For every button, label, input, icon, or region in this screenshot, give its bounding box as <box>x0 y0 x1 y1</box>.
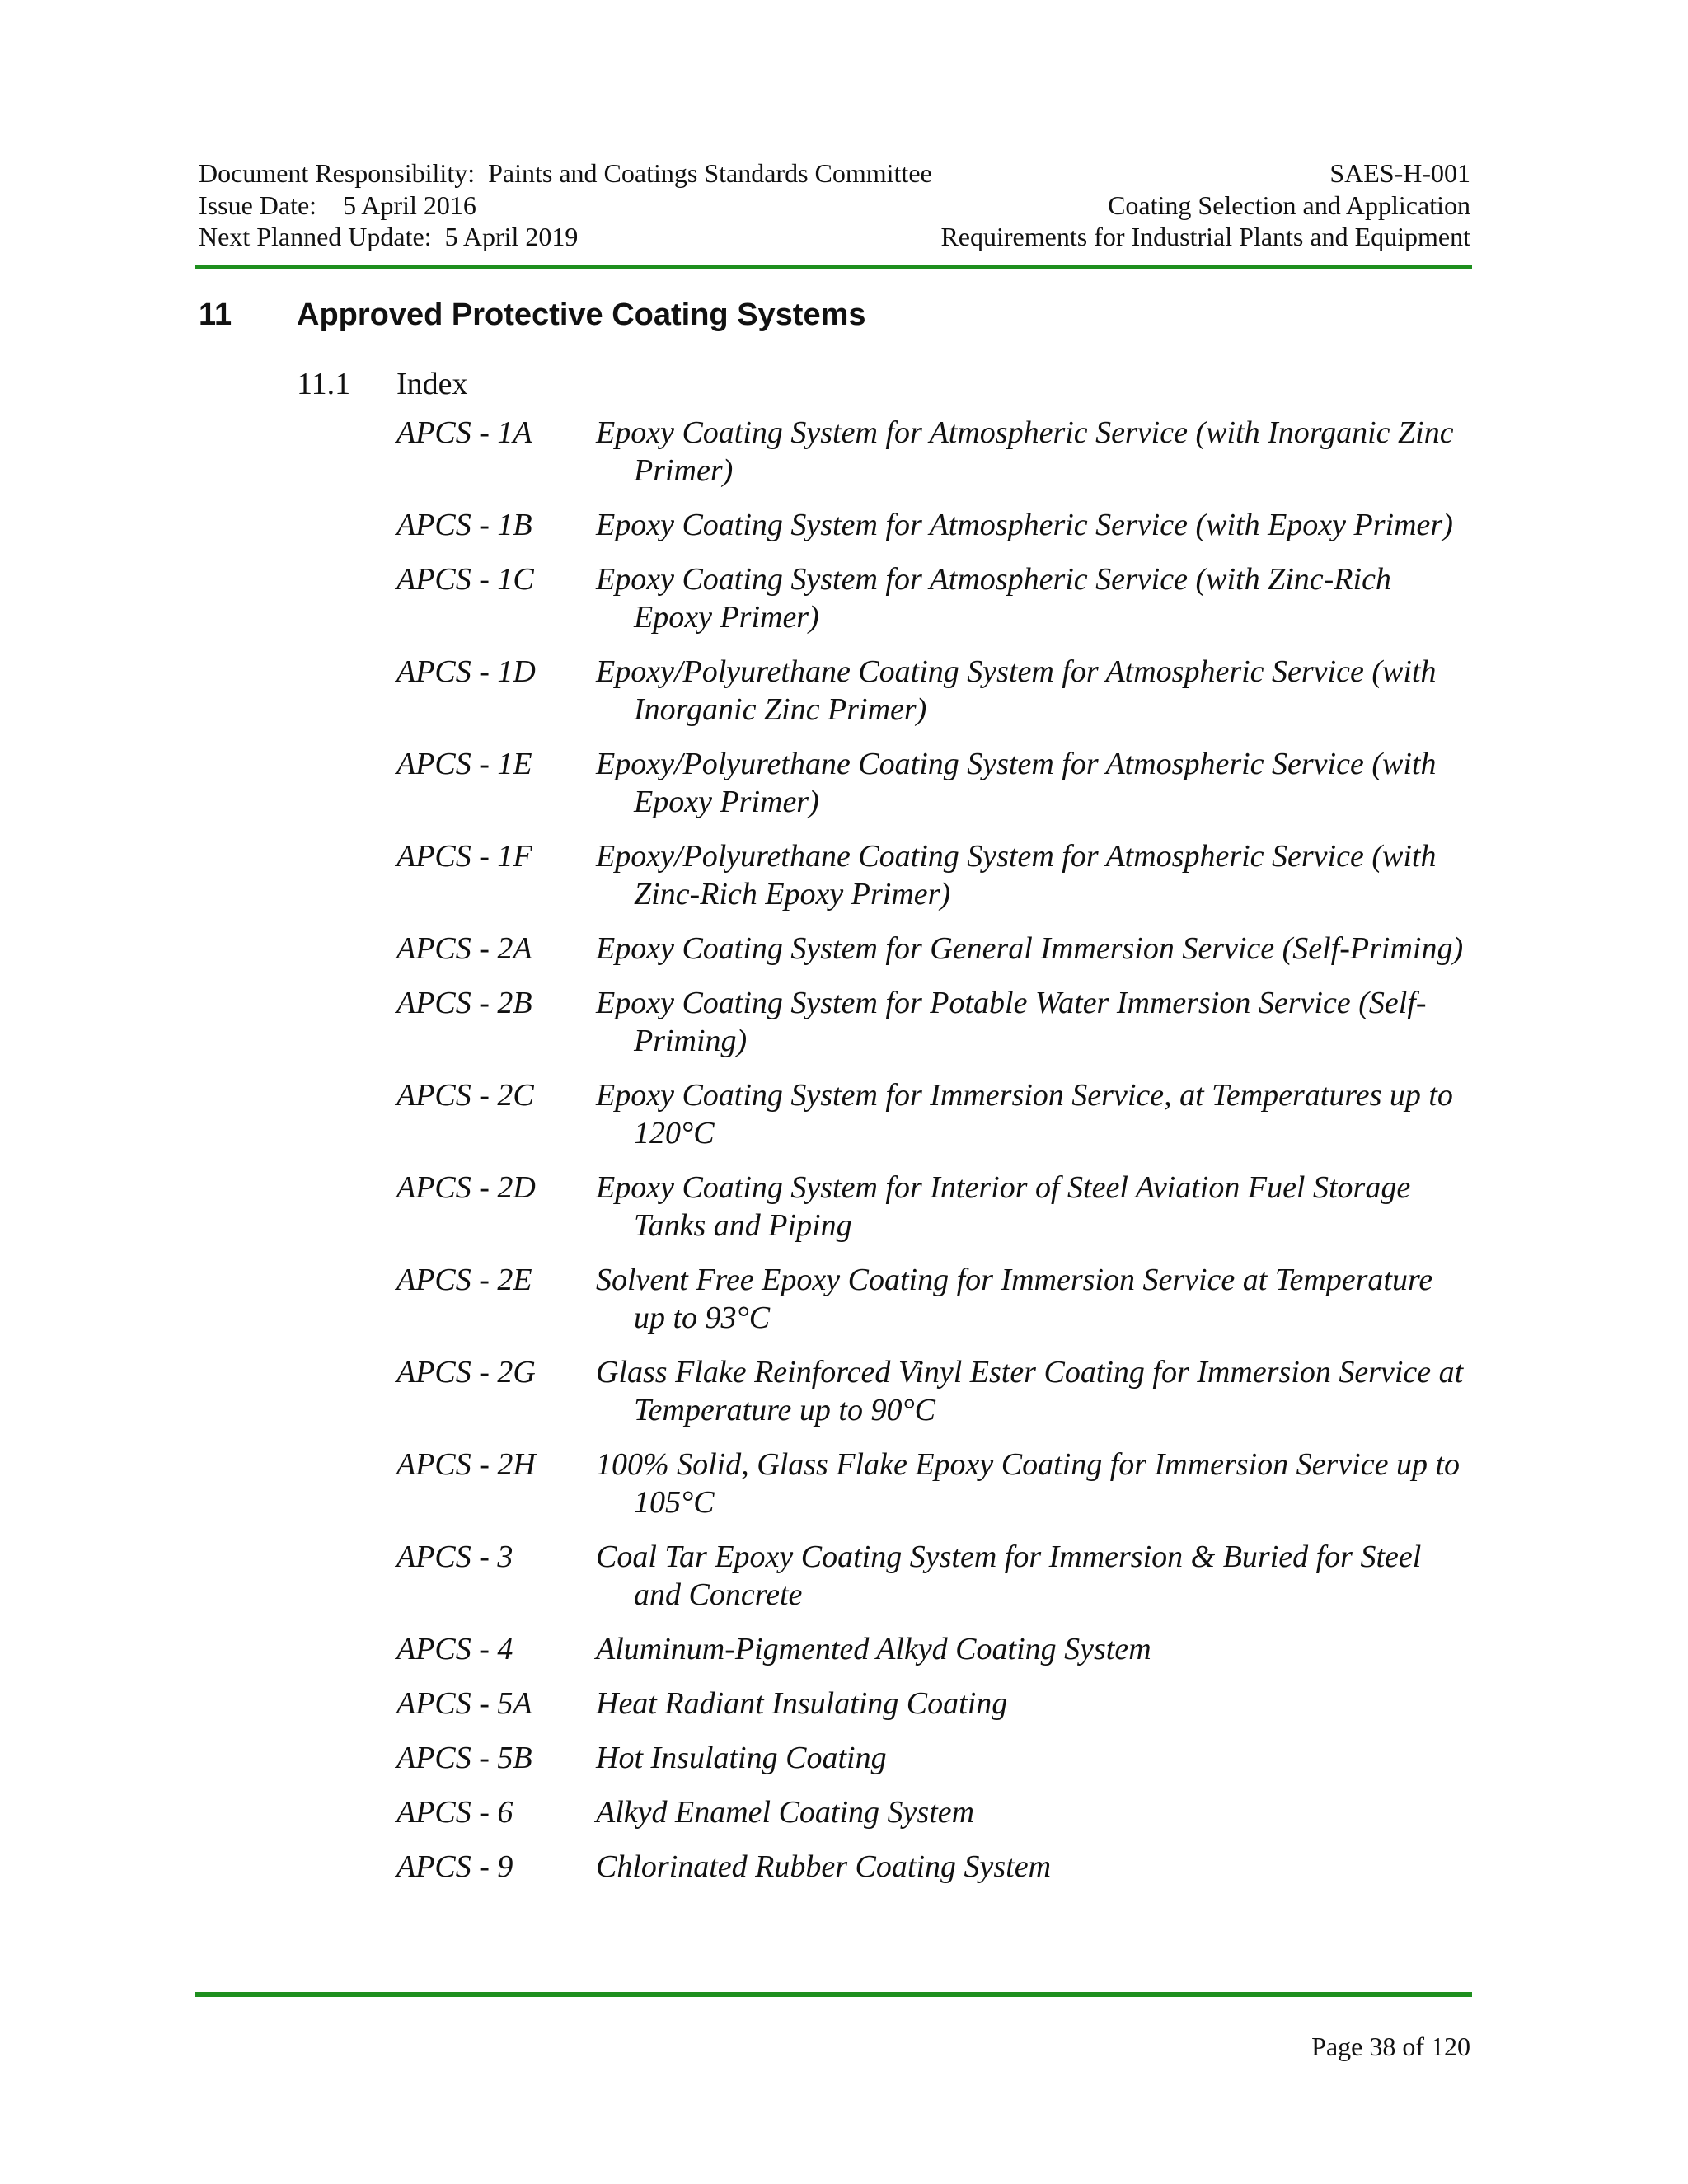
entry-code: APCS - 1F <box>396 839 532 874</box>
entry-code: APCS - 1C <box>396 562 534 597</box>
index-entry <box>396 1793 1468 1831</box>
entry-description: Epoxy Coating System for General Immersion Service (Self-Priming) <box>596 931 1464 966</box>
index-entry <box>396 1685 1468 1722</box>
subsection-number: 11.1 <box>297 367 351 401</box>
index-entry <box>396 1538 1468 1614</box>
header-doc-title-line1: Coating Selection and Application <box>1108 190 1470 220</box>
index-entry <box>396 560 1468 636</box>
entry-code: APCS - 2D <box>396 1170 536 1205</box>
entry-description: 100% Solid, Glass Flake Epoxy Coating for Immersion Service up to 105°C <box>596 1447 1461 1520</box>
entry-code: APCS - 2A <box>396 931 532 966</box>
entry-description: Alkyd Enamel Coating System <box>596 1795 975 1830</box>
entry-description: Epoxy Coating System for Interior of Steel Aviation Fuel Storage Tanks and Piping <box>596 1170 1411 1243</box>
entry-code: APCS - 1B <box>396 508 532 542</box>
index-entry <box>396 1446 1468 1521</box>
header-right <box>940 157 1470 253</box>
entry-code: APCS - 2C <box>396 1078 534 1113</box>
index-entry <box>396 653 1468 729</box>
index-entry <box>396 1169 1468 1244</box>
entry-code: APCS - 5A <box>396 1686 532 1721</box>
entry-description: Hot Insulating Coating <box>596 1741 887 1775</box>
entry-code: APCS - 3 <box>396 1540 513 1574</box>
entry-description: Aluminum-Pigmented Alkyd Coating System <box>596 1632 1151 1666</box>
entry-description: Heat Radiant Insulating Coating <box>596 1686 1008 1721</box>
header-doc-number: SAES-H-001 <box>1329 158 1470 188</box>
entry-description: Epoxy/Polyurethane Coating System for Atmospheric Service (with Zinc-Rich Epoxy Primer) <box>596 839 1437 912</box>
index-entry <box>396 984 1468 1060</box>
index-entry <box>396 745 1468 821</box>
section-number: 11 <box>199 298 232 332</box>
entry-code: APCS - 2H <box>396 1447 536 1482</box>
entry-code: APCS - 4 <box>396 1632 513 1666</box>
header-responsibility: Document Responsibility: Paints and Coatings Standards Committee <box>199 158 932 188</box>
entry-description: Glass Flake Reinforced Vinyl Ester Coating for Immersion Service at Temperature up to 90°C <box>596 1355 1464 1427</box>
entry-code: APCS - 1A <box>396 415 532 450</box>
entry-code: APCS - 2B <box>396 986 532 1020</box>
header-divider <box>195 265 1472 269</box>
index-entry <box>396 1739 1468 1777</box>
entry-description: Epoxy Coating System for Atmospheric Service (with Zinc-Rich Epoxy Primer) <box>596 562 1391 635</box>
entry-description: Epoxy Coating System for Atmospheric Service (with Inorganic Zinc Primer) <box>596 415 1454 488</box>
header-issue-date: Issue Date: 5 April 2016 <box>199 190 476 220</box>
section-title: Approved Protective Coating Systems <box>297 298 866 332</box>
index-entry <box>396 1261 1468 1337</box>
subsection-title: Index <box>396 367 468 401</box>
entry-description: Coal Tar Epoxy Coating System for Immersion & Buried for Steel and Concrete <box>596 1540 1422 1612</box>
header-left <box>199 157 932 253</box>
page-number: Page 38 of 120 <box>1311 2032 1470 2061</box>
entry-description: Epoxy/Polyurethane Coating System for Atmospheric Service (with Epoxy Primer) <box>596 747 1437 819</box>
entry-code: APCS - 1D <box>396 654 536 689</box>
entry-code: APCS - 2E <box>396 1263 532 1297</box>
index-entry <box>396 1848 1468 1886</box>
entry-description: Epoxy Coating System for Immersion Service, at Temperatures up to 120°C <box>596 1078 1453 1151</box>
index-entry <box>396 506 1468 544</box>
index-entry <box>396 1353 1468 1429</box>
coating-system-index <box>396 414 1468 1902</box>
footer-divider <box>195 1992 1472 1997</box>
entry-code: APCS - 2G <box>396 1355 536 1390</box>
index-entry <box>396 930 1468 968</box>
index-entry <box>396 837 1468 913</box>
header-next-update: Next Planned Update: 5 April 2019 <box>199 222 579 251</box>
entry-code: APCS - 5B <box>396 1741 532 1775</box>
index-entry <box>396 1076 1468 1152</box>
entry-code: APCS - 9 <box>396 1849 513 1884</box>
entry-description: Epoxy Coating System for Potable Water Immersion Service (Self-Priming) <box>596 986 1427 1058</box>
entry-description: Epoxy/Polyurethane Coating System for Atmospheric Service (with Inorganic Zinc Primer) <box>596 654 1437 727</box>
index-entry <box>396 414 1468 490</box>
index-entry <box>396 1630 1468 1668</box>
entry-code: APCS - 6 <box>396 1795 513 1830</box>
entry-description: Chlorinated Rubber Coating System <box>596 1849 1052 1884</box>
entry-description: Solvent Free Epoxy Coating for Immersion Service at Temperature up to 93°C <box>596 1263 1433 1335</box>
header-doc-title-line2: Requirements for Industrial Plants and Equipment <box>940 222 1470 251</box>
entry-description: Epoxy Coating System for Atmospheric Service (with Epoxy Primer) <box>596 508 1453 542</box>
entry-code: APCS - 1E <box>396 747 532 781</box>
